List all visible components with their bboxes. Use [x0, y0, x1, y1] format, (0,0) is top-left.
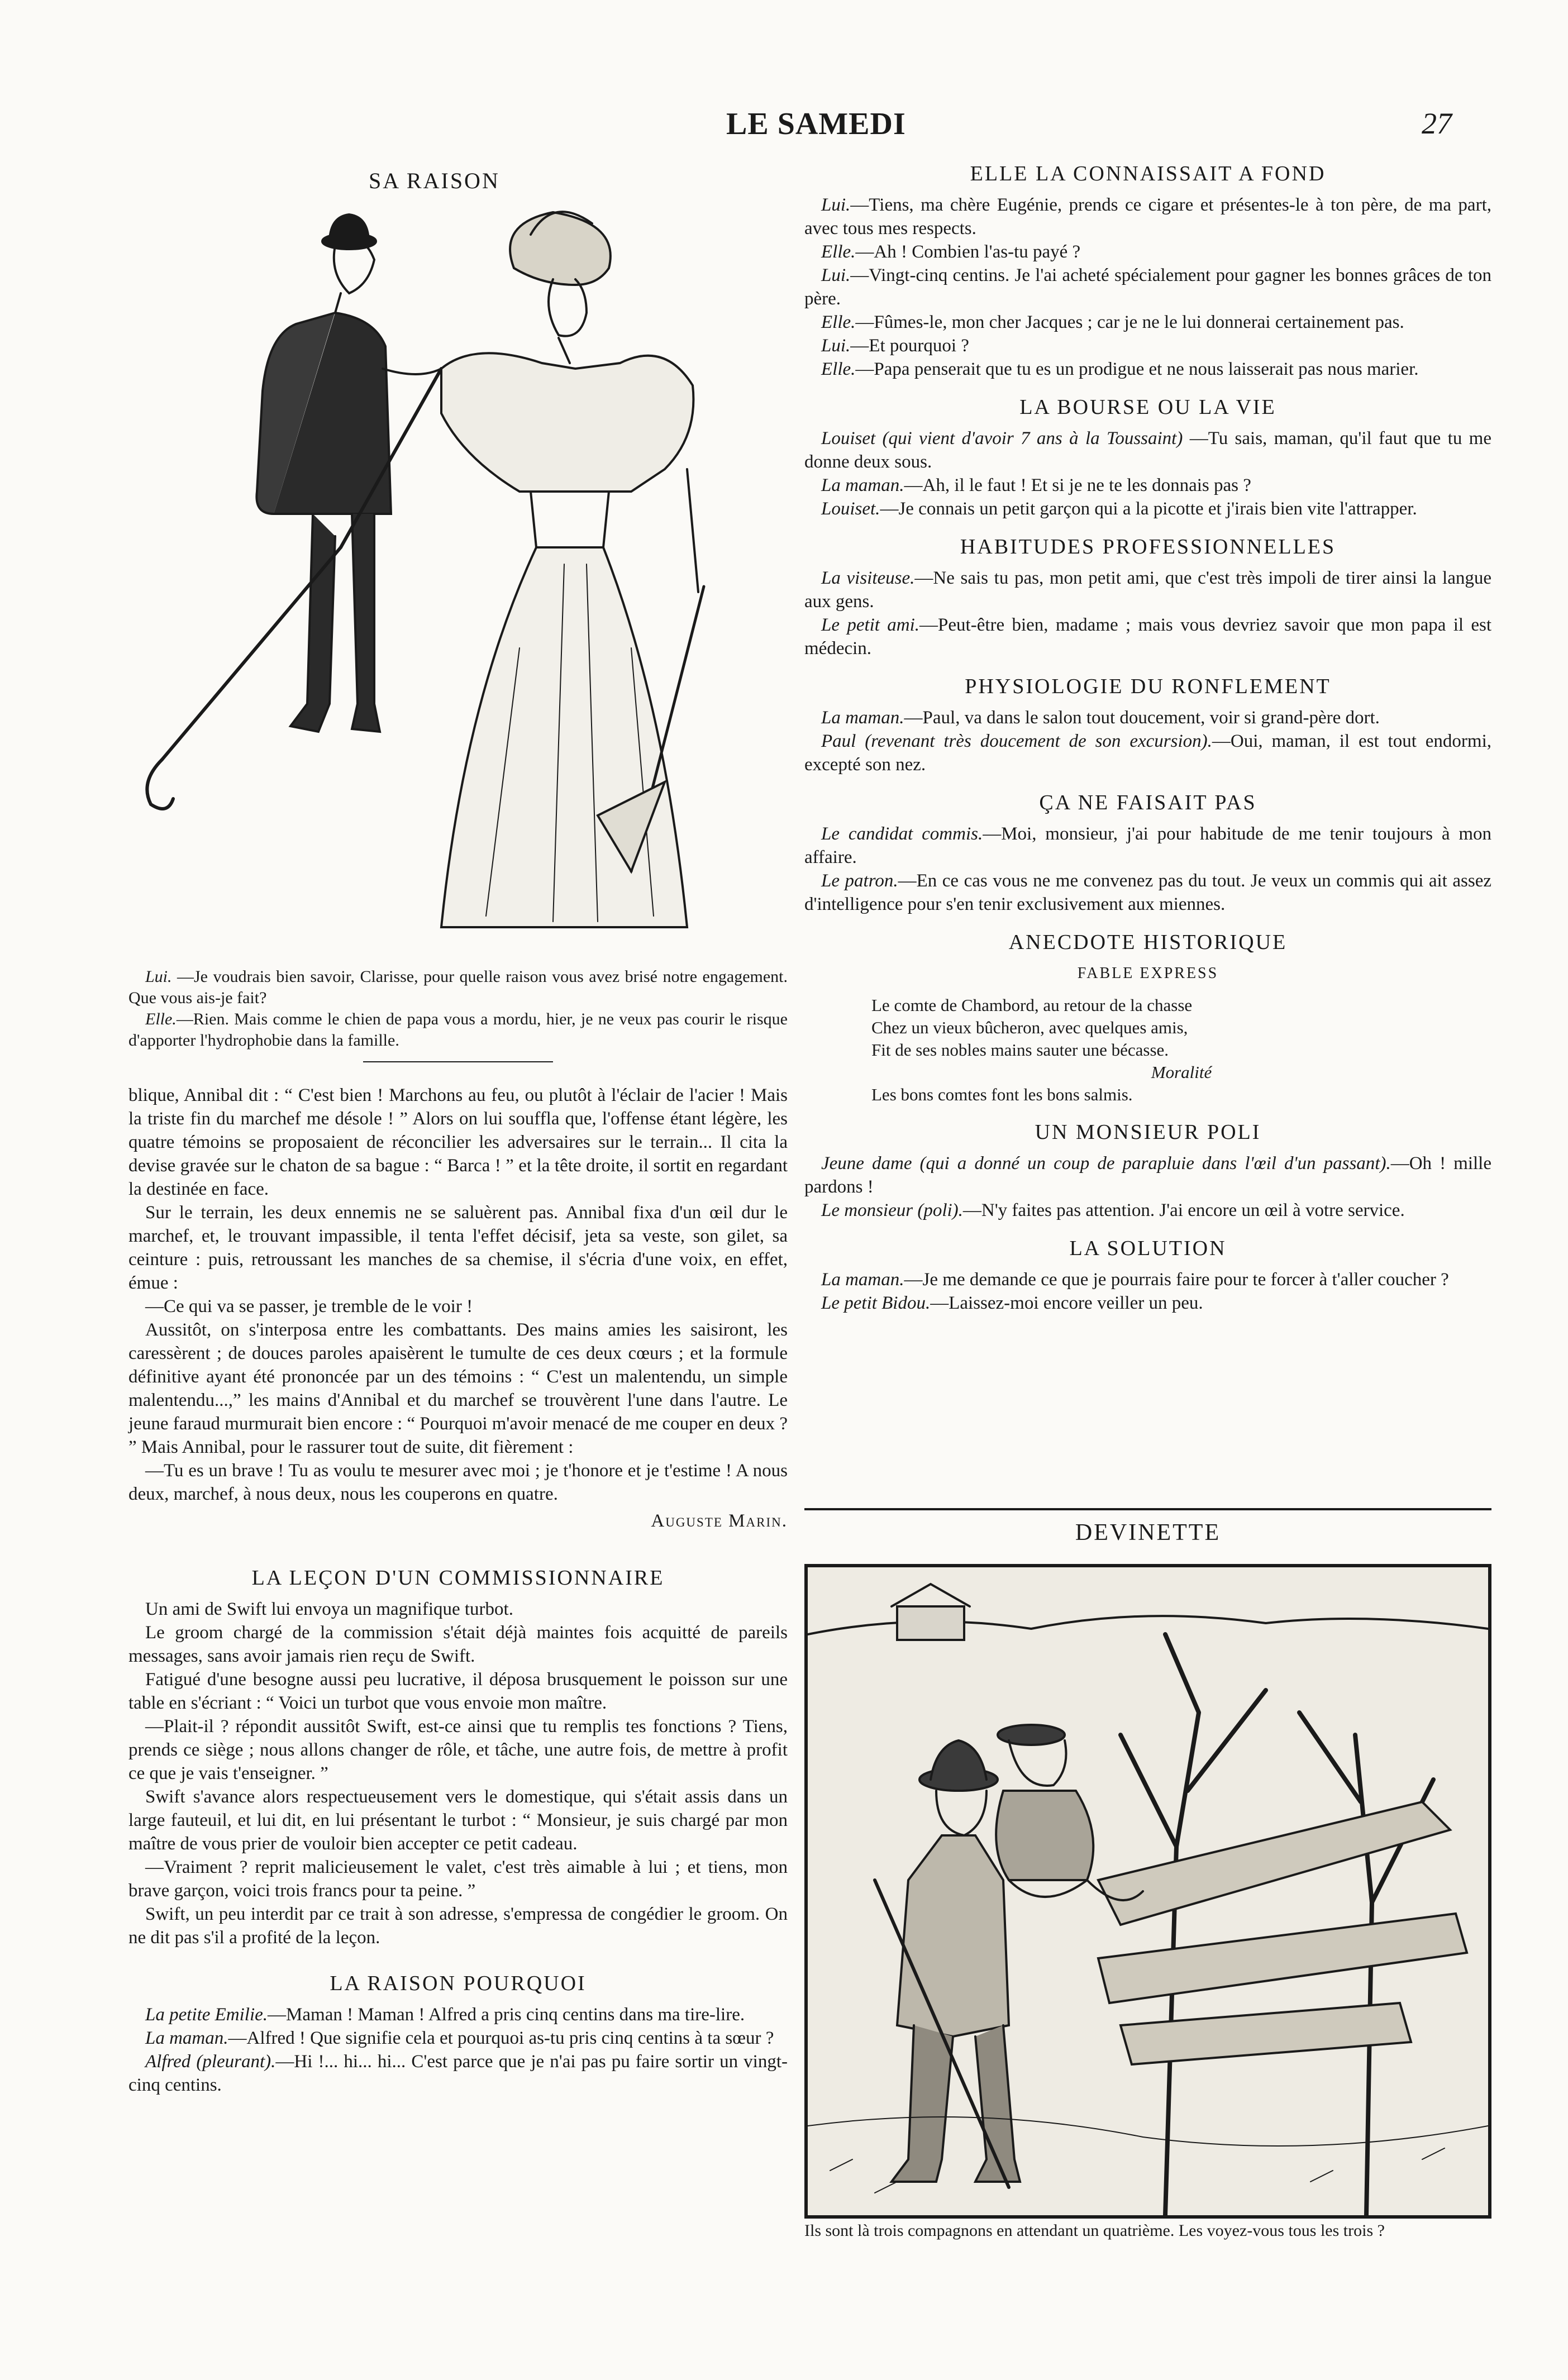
dialogue-text: —Ah, il le faut ! Et si je ne te les donnais pas ?: [904, 475, 1251, 495]
illus-caption: [128, 966, 788, 1051]
raison-text: —Alfred ! Que signifie cela et pourquoi as-tu pris cinq centins à ta sœur ?: [228, 2028, 774, 2048]
dialogue-speaker: Lui.: [821, 336, 851, 356]
caption-speaker-1: Lui.: [145, 967, 172, 986]
story-column: [128, 1084, 788, 2097]
lecon-paragraph: Fatigué d'une besogne aussi peu lucrative, il déposa brusquement le poisson sur une table en s'écriant : “ Voici un turbot que vous envoie mon maître.: [128, 1670, 788, 1713]
devinette-illustration: [804, 1564, 1491, 2219]
bourse-title: LA BOURSE OU LA VIE: [1019, 395, 1276, 419]
dialogue-text: —Ah ! Combien l'as-tu payé ?: [855, 242, 1081, 262]
story-paragraph: Aussitôt, on s'interposa entre les combattants. Des mains amies les saisiront, les caressèrent ; de douces paroles apaisèrent le tumulte de ces deux cœurs ; et la formule définitive ayant été prononcée par un des témoins : “ C'est un malentendu, un simple malentendu...,” les mains d'Annibal et du marchef se trouvèrent l'une dans l'autre. Le jeune faraud murmurait bien encore : “ Pourquoi m'avoir menacé de me couper en deux ? ” Mais Annibal, pour le rassurer tout de suite, dit fièrement :: [128, 1320, 788, 1457]
lecon-paragraph: —Plait-il ? répondit aussitôt Swift, est-ce ainsi que tu remplis tes fonctions ? Tiens, prends ce siège ; nous allons changer de rôle, et tâche, une autre fois, de mettre à profit ce que je vais t'enseigner. ”: [128, 1716, 788, 1783]
dialogue-speaker: Le petit ami.: [821, 615, 920, 635]
raison-title: LA RAISON POURQUOI: [330, 1972, 587, 1995]
forest-scene-icon: [808, 1567, 1488, 2215]
story-paragraph: —Ce qui va se passer, je tremble de le voir !: [145, 1296, 473, 1317]
dialogue-text: —Peut-être bien, madame ; mais vous devriez savoir que mon papa il est médecin.: [804, 615, 1492, 659]
dialogue-text: —Oh ! mille pardons !: [804, 1153, 1491, 1197]
raison-speaker: Alfred (pleurant).: [145, 2052, 276, 2072]
dialogue-speaker: Le patron.: [821, 871, 898, 891]
story-paragraph: Sur le terrain, les deux ennemis ne se saluèrent pas. Annibal fixa d'un œil dur le marchef, et, le trouvant impassible, il tenta l'effet décisif, jeta sa veste, son gilet, sa ceinture : puis, retroussant les manches de sa chemise, il s'écria d'une voix, en effet, émue :: [128, 1203, 788, 1293]
connaissait-title: ELLE LA CONNAISSAIT A FOND: [970, 162, 1326, 185]
story-signature: Auguste Marin.: [651, 1511, 788, 1531]
dialogue-speaker: Le monsieur (poli).: [821, 1200, 963, 1220]
fable-verse: Fit de ses nobles mains sauter une bécasse.: [871, 1040, 1169, 1060]
dialogue-speaker: Louiset (qui vient d'avoir 7 ans à la Toussaint): [821, 428, 1183, 449]
dialogue-speaker: Elle.: [821, 242, 856, 262]
fable-verse: Chez un vieux bûcheron, avec quelques amis,: [871, 1018, 1188, 1037]
dialogue-text: —Je me demande ce que je pourrais faire pour te forcer à t'aller coucher ?: [904, 1270, 1449, 1290]
habitudes-title: HABITUDES PROFESSIONNELLES: [960, 535, 1336, 559]
caption-text-2: —Rien. Mais comme le chien de papa vous a mordu, hier, je ne veux pas courir le risque d'apporter l'hydrophobie dans la famille.: [128, 1010, 788, 1050]
dialogue-speaker: La maman.: [821, 708, 904, 728]
devinette-caption: Ils sont là trois compagnons en attendant un quatrième. Les voyez-vous tous les trois ?: [804, 2221, 1385, 2240]
dialogue-text: —Laissez-moi encore veiller un peu.: [930, 1293, 1203, 1313]
page-number: 27: [1422, 107, 1452, 140]
dialogue-speaker: La visiteuse.: [821, 568, 915, 588]
dialogue-text: —Vingt-cinq centins. Je l'ai acheté spécialement pour gagner les bonnes grâces de ton père.: [804, 265, 1491, 309]
physiologie-title: PHYSIOLOGIE DU RONFLEMENT: [965, 675, 1331, 698]
raison-text: —Maman ! Maman ! Alfred a pris cinq centins dans ma tire-lire.: [268, 2005, 745, 2025]
running-header-title: LE SAMEDI: [726, 107, 906, 141]
dialogue-text: —Ne sais tu pas, mon petit ami, que c'est très impoli de tirer ainsi la langue aux gens.: [804, 568, 1492, 612]
dialogue-speaker: Le candidat commis.: [821, 824, 983, 844]
dialogue-speaker: La maman.: [821, 1270, 904, 1290]
lecon-paragraph: Swift, un peu interdit par ce trait à son adresse, s'empressa de congédier le groom. On ne dit pas s'il a profité de la leçon.: [128, 1904, 788, 1948]
caption-speaker-2: Elle.: [145, 1010, 177, 1028]
ca-ne-faisait-title: ÇA NE FAISAIT PAS: [1039, 791, 1257, 814]
dialogue-text: —Et pourquoi ?: [850, 336, 969, 356]
dialogue-speaker: Elle.: [821, 359, 856, 379]
lecon-paragraph: Un ami de Swift lui envoya un magnifique turbot.: [145, 1599, 513, 1619]
moralite-label: Moralité: [1151, 1062, 1212, 1082]
dialogue-speaker: Lui.: [821, 195, 851, 215]
story-paragraph: —Tu es un brave ! Tu as voulu te mesurer avec moi ; je t'honore et je t'estime ! A nous deux, marchef, à nous deux, nous les couperons en quatre.: [128, 1461, 788, 1504]
divider-rule: [363, 1061, 553, 1062]
dialogue-speaker: Elle.: [821, 312, 856, 332]
dialogue-text: —Tiens, ma chère Eugénie, prends ce cigare et présentes-le à ton père, de ma part, avec tous mes respects.: [804, 195, 1491, 239]
dialogue-speaker: Jeune dame (qui a donné un coup de parapluie dans l'œil d'un passant).: [821, 1153, 1391, 1174]
dialogue-text: —En ce cas vous ne me convenez pas du tout. Je veux un commis qui ait assez d'intelligence pour s'en tenir exclusivement aux miennes.: [804, 871, 1491, 914]
fable-subtitle: FABLE EXPRESS: [1077, 965, 1219, 982]
dialogue-speaker: Lui.: [821, 265, 851, 285]
dialogue-text: —Je connais un petit garçon qui a la picotte et j'irais bien vite l'attrapper.: [880, 499, 1417, 519]
dialogue-text: —Papa penserait que tu es un prodigue et ne nous laisserait pas nous marier.: [855, 359, 1419, 379]
fable-verses: [804, 994, 1491, 1106]
dialogue-text: —Tu sais, maman, qu'il faut que tu me donne deux sous.: [804, 428, 1491, 472]
dialogue-text: —N'y faites pas attention. J'ai encore un œil à votre service.: [962, 1200, 1405, 1220]
raison-speaker: La petite Emilie.: [145, 2005, 268, 2025]
dialogue-speaker: La maman.: [821, 475, 904, 495]
illus-title: SA RAISON: [369, 168, 500, 193]
devinette-title: DEVINETTE: [1075, 1520, 1221, 1546]
dialogue-text: —Fûmes-le, mon cher Jacques ; car je ne le lui donnerai certainement pas.: [855, 312, 1404, 332]
lecon-paragraph: Le groom chargé de la commission s'était déjà maintes fois acquitté de pareils messages, sans avoir jamais rien reçu de Swift.: [128, 1623, 788, 1666]
raison-speaker: La maman.: [145, 2028, 228, 2048]
solution-title: LA SOLUTION: [1069, 1237, 1227, 1260]
lecon-paragraph: Swift s'avance alors respectueusement vers le domestique, qui s'était assis dans un large fauteuil, et lui dit, en lui présentant le turbot : “ Monsieur, je suis chargé par mon maître de vous prier de vouloir bien accepter ce petit cadeau.: [128, 1787, 788, 1854]
raison-text: —Hi !... hi... hi... C'est parce que je n'ai pas pu faire sortir un vingt-cinq centins.: [128, 2052, 788, 2095]
anecdote-title: ANECDOTE HISTORIQUE: [1008, 931, 1288, 954]
poli-title: UN MONSIEUR POLI: [1035, 1120, 1261, 1144]
lecon-paragraph: —Vraiment ? reprit malicieusement le valet, c'est très aimable à lui ; et tiens, mon brave garçon, voici trois francs pour ta peine. ”: [128, 1857, 788, 1901]
dialogue-speaker: Paul (revenant très doucement de son excursion).: [821, 731, 1212, 751]
dialogue-speaker: Louiset.: [821, 499, 880, 519]
couple-illustration: [128, 201, 788, 944]
lecon-title: LA LEÇON D'UN COMMISSIONNAIRE: [251, 1566, 665, 1590]
caption-text-1: —Je voudrais bien savoir, Clarisse, pour quelle raison vous avez brisé notre engagement. Que vous ais-je fait?: [128, 967, 788, 1007]
devinette-rule: [804, 1508, 1491, 1510]
dialogue-text: —Moi, monsieur, j'ai pour habitude de me tenir toujours à mon affaire.: [804, 824, 1491, 867]
fable-verse: Le comte de Chambord, au retour de la chasse: [871, 995, 1193, 1015]
dialogue-text: —Oui, maman, il est tout endormi, excepté son nez.: [804, 731, 1491, 775]
moralite-text: Les bons comtes font les bons salmis.: [871, 1085, 1133, 1104]
right-column: [804, 162, 1491, 1315]
dialogue-speaker: Le petit Bidou.: [821, 1293, 931, 1313]
dialogue-text: —Paul, va dans le salon tout doucement, voir si grand-père dort.: [904, 708, 1380, 728]
story-paragraph: blique, Annibal dit : “ C'est bien ! Marchons au feu, ou plutôt à l'éclair de l'acier ! Mais la triste fin du marchef me désole ! ” Alors on lui souffla que, l'offense étant légère, les quatre témoins se proposaient de réconcilier les adversaires sur le terrain... Il cita la devise gravée sur le chaton de sa bague : “ Barca ! ” et la tête droite, il sortit en regardant la destinée en face.: [128, 1085, 788, 1199]
